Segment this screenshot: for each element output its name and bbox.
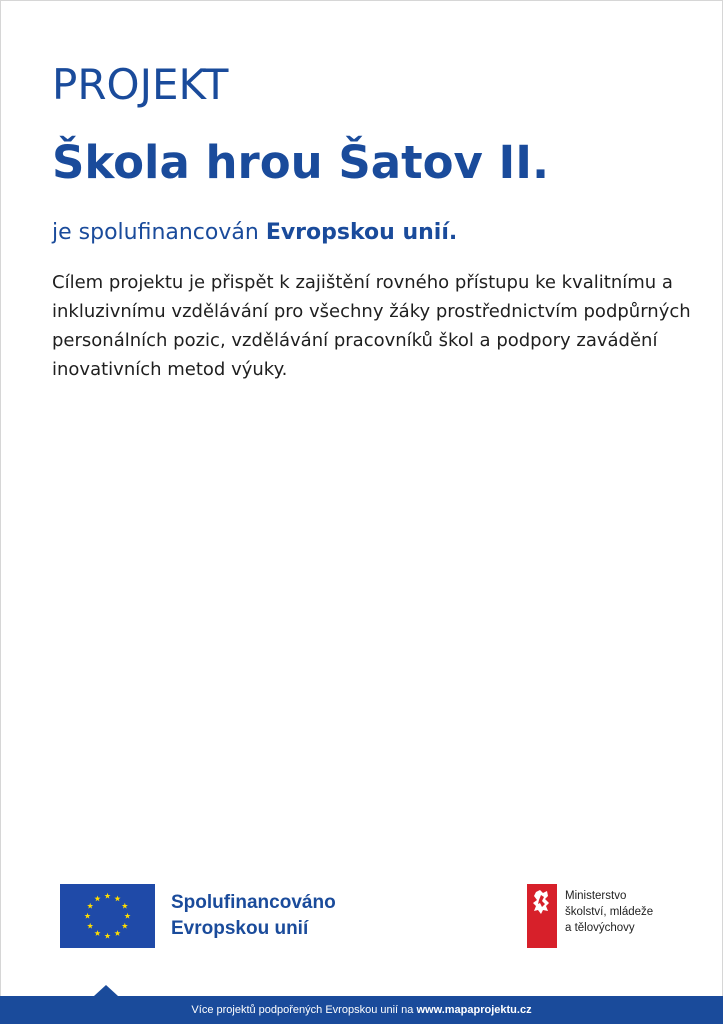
eu-star xyxy=(94,930,100,936)
eu-star xyxy=(94,895,100,901)
footer-notch xyxy=(94,985,118,996)
cofinancing-statement xyxy=(52,218,457,248)
eu-star xyxy=(122,923,128,929)
eu-star xyxy=(104,933,110,939)
eu-star xyxy=(87,903,93,909)
eu-flag-icon xyxy=(60,884,155,948)
footer-bar xyxy=(0,996,723,1024)
eu-star xyxy=(84,913,90,919)
eu-cofunding-logo xyxy=(60,884,336,948)
eu-logo-text xyxy=(171,890,336,942)
eu-star xyxy=(124,913,130,919)
footer-text xyxy=(0,1003,723,1017)
footer-prefix: Více projektů podpořených Evropskou unií na xyxy=(191,1004,417,1016)
ministry-line2: školství, mládeže xyxy=(565,906,654,918)
cofinancing-emphasis: Evropskou unií. xyxy=(265,220,458,245)
project-title: Škola hrou Šatov II. xyxy=(52,136,550,189)
eu-star xyxy=(104,893,110,899)
project-kicker: PROJEKT xyxy=(52,60,229,109)
ministry-logo-text xyxy=(565,888,653,936)
eu-logo-line2: Evropskou unií xyxy=(171,918,309,939)
cofinancing-prefix: je spolufinancován xyxy=(52,220,266,245)
ministry-line3: a tělovýchovy xyxy=(565,922,635,934)
project-description: Cílem projektu je přispět k zajištění rovného přístupu ke kvalitnímu a inkluzivnímu vzdělávání pro všechny žáky prostřednictvím podpůrných personálních pozic, vzdělávání pracovníků škol a podpory zavádění inovativních metod výuky. xyxy=(52,272,691,380)
eu-star xyxy=(114,895,120,901)
eu-star xyxy=(87,923,93,929)
eu-star xyxy=(122,903,128,909)
eu-star xyxy=(114,930,120,936)
ministry-line1: Ministerstvo xyxy=(565,890,627,902)
eu-logo-line1: Spolufinancováno xyxy=(171,892,336,913)
ministry-logo xyxy=(527,884,653,948)
czech-lion-emblem-icon xyxy=(527,884,557,948)
footer-link[interactable]: www.mapaprojektu.cz xyxy=(416,1004,532,1016)
